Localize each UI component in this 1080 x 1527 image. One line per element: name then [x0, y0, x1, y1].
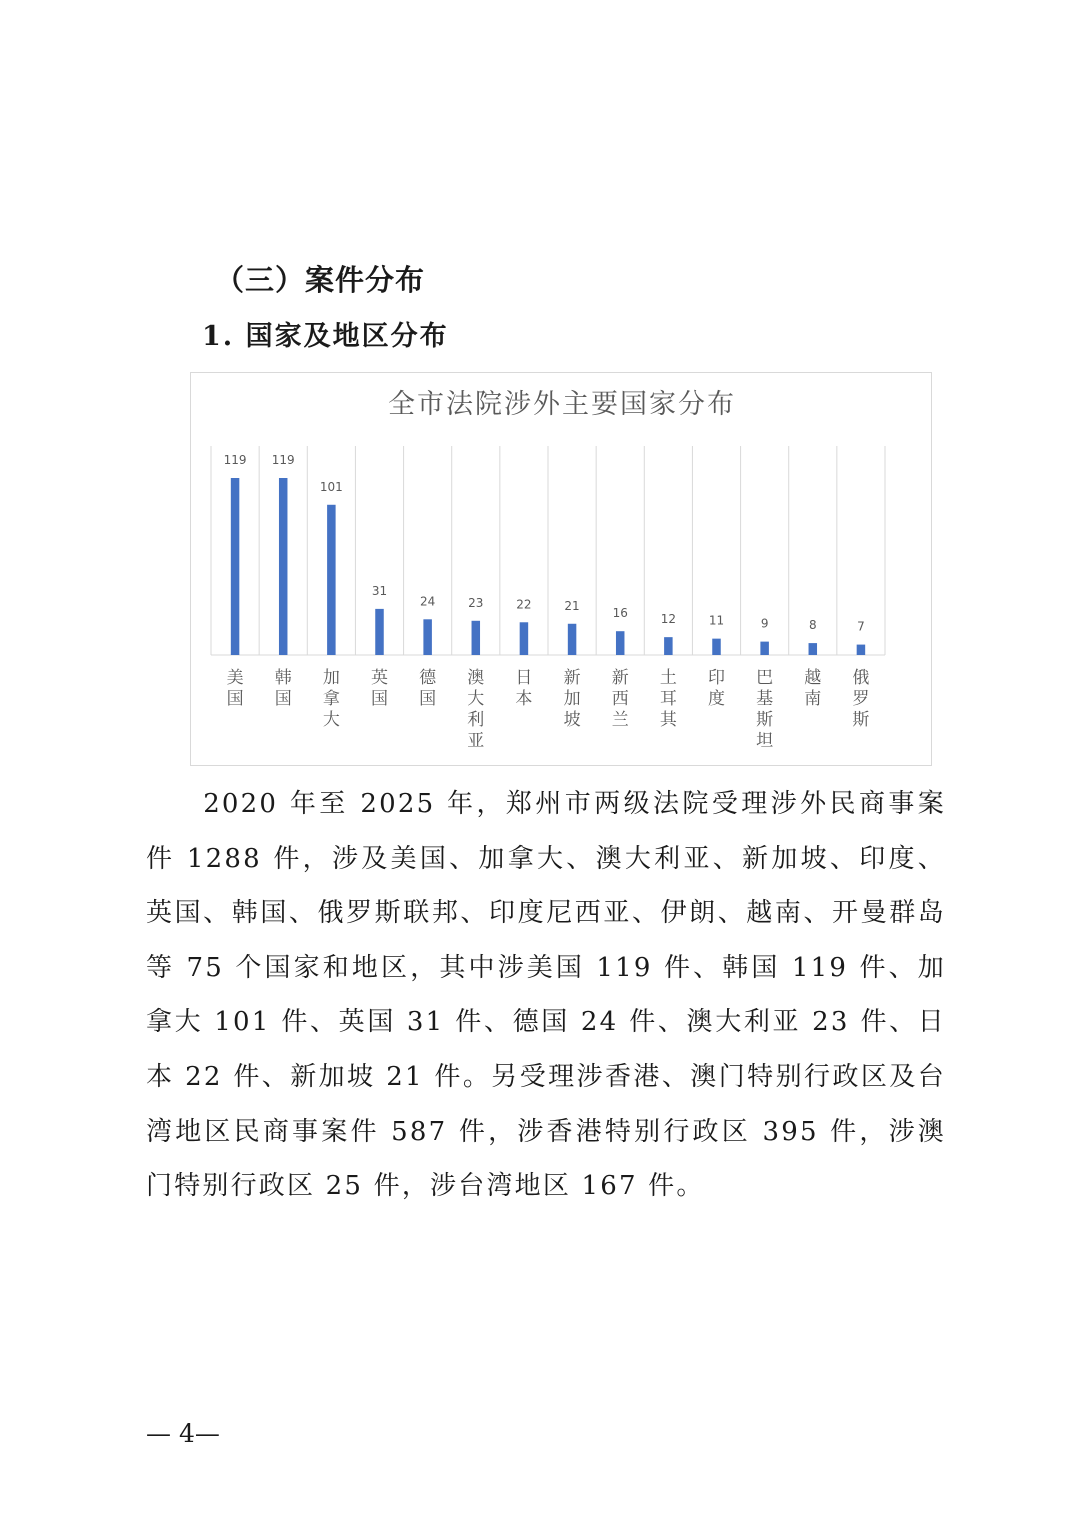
category-label: 德国 [419, 668, 437, 709]
data-label: 23 [468, 595, 484, 610]
sub-heading: 1. 国家及地区分布 [202, 321, 449, 352]
data-label: 31 [371, 583, 388, 598]
data-label: 8 [808, 618, 817, 633]
bar [327, 505, 336, 655]
category-label: 美国 [226, 668, 244, 709]
data-label: 119 [223, 453, 247, 467]
chart-category-labels [227, 668, 870, 751]
chart-gridlines [211, 446, 885, 655]
category-label: 越南 [804, 668, 822, 709]
chart-data-labels [224, 453, 865, 634]
bar [712, 639, 721, 655]
chart-title: 全市法院涉外主要国家分布 [388, 389, 736, 420]
data-label: 21 [564, 598, 580, 613]
page-number: — 4— [146, 1419, 220, 1448]
bar [520, 622, 529, 655]
bar [472, 621, 481, 655]
data-label: 11 [708, 613, 725, 628]
category-label: 加拿大 [322, 668, 340, 730]
category-label: 新加坡 [563, 668, 581, 730]
body-paragraph: 2020 年至 2025 年，郑州市两级法院受理涉外民商事案件 1288 件，涉及美国、加拿大、澳大利亚、新加坡、印度、英国、韩国、俄罗斯联邦、印度尼西亚、伊朗、越南、开曼群岛等 75 个国家和地区，其中涉美国 119 件、韩国 119 件、加拿大 101 件、英国 31 件、德国 24 件、澳大利亚 23 件、日本 22 件、新加坡 21 件。另受理涉香港、澳门特别行政区及台湾地区民商事案件 587 件，涉香港特别行政区 395 件，涉澳门特别行政区 25 件，涉台湾地区 167 件。 [146, 789, 946, 1202]
data-label: 24 [420, 594, 436, 609]
category-label: 土耳其 [659, 668, 677, 730]
category-label: 巴基斯坦 [756, 668, 774, 751]
bar [423, 619, 432, 655]
bar [616, 631, 625, 655]
bar [375, 609, 384, 655]
category-label: 英国 [371, 668, 388, 709]
data-label: 16 [612, 606, 628, 621]
category-label: 日本 [515, 668, 533, 709]
data-label: 12 [660, 612, 676, 627]
category-label: 澳大利亚 [467, 668, 485, 751]
bar [279, 478, 288, 655]
chart-svg [191, 373, 933, 767]
bar [664, 637, 673, 655]
data-label: 119 [271, 453, 295, 467]
data-label: 7 [857, 619, 865, 634]
bar [231, 478, 240, 655]
bar [809, 643, 818, 655]
category-label: 印度 [708, 668, 725, 709]
bar [568, 624, 577, 655]
country-distribution-chart [190, 372, 932, 766]
category-label: 韩国 [274, 668, 292, 709]
data-label: 101 [319, 479, 343, 494]
section-heading: （三）案件分布 [215, 263, 426, 297]
category-label: 新西兰 [611, 668, 629, 730]
data-label: 22 [516, 597, 532, 612]
bar [760, 642, 769, 655]
data-label: 9 [760, 616, 769, 631]
bar [857, 645, 866, 655]
category-label: 俄罗斯 [852, 668, 870, 730]
